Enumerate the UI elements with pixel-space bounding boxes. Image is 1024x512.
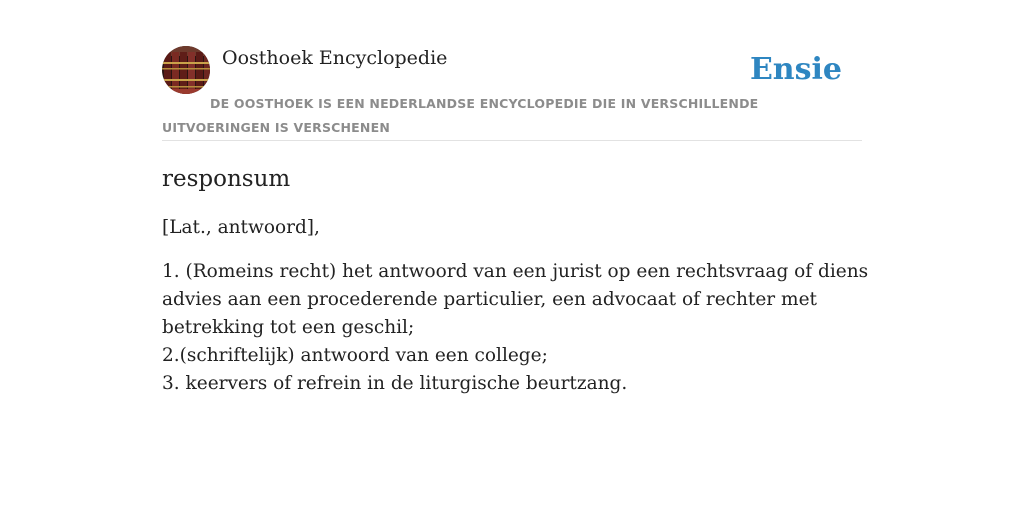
site-title[interactable]: Oosthoek Encyclopedie xyxy=(222,47,448,69)
avatar[interactable] xyxy=(162,46,210,94)
etymology: [Lat., antwoord], xyxy=(162,217,320,238)
encyclopedia-books-icon xyxy=(162,46,210,94)
page-title: responsum xyxy=(162,166,291,192)
definition-item: 1. (Romeins recht) het antwoord van een jurist op een rechtsvraag of diens advies aan een procederende particulier, een advocaat of rechter met betrekking tot een geschil; xyxy=(162,261,869,338)
site-tagline: DE OOSTHOEK IS EEN NEDERLANDSE ENCYCLOPEDIE DIE IN VERSCHILLENDE UITVOERINGEN IS VERSCHENEN xyxy=(162,96,759,135)
definition-item: 3. keervers of refrein in de liturgische beurtzang. xyxy=(162,373,628,394)
entry-content xyxy=(162,162,882,398)
definition-item: 2.(schriftelijk) antwoord van een college; xyxy=(162,345,548,366)
brand-logo-link[interactable]: Ensie xyxy=(749,52,842,87)
header xyxy=(162,46,862,141)
definition-list xyxy=(162,258,882,398)
